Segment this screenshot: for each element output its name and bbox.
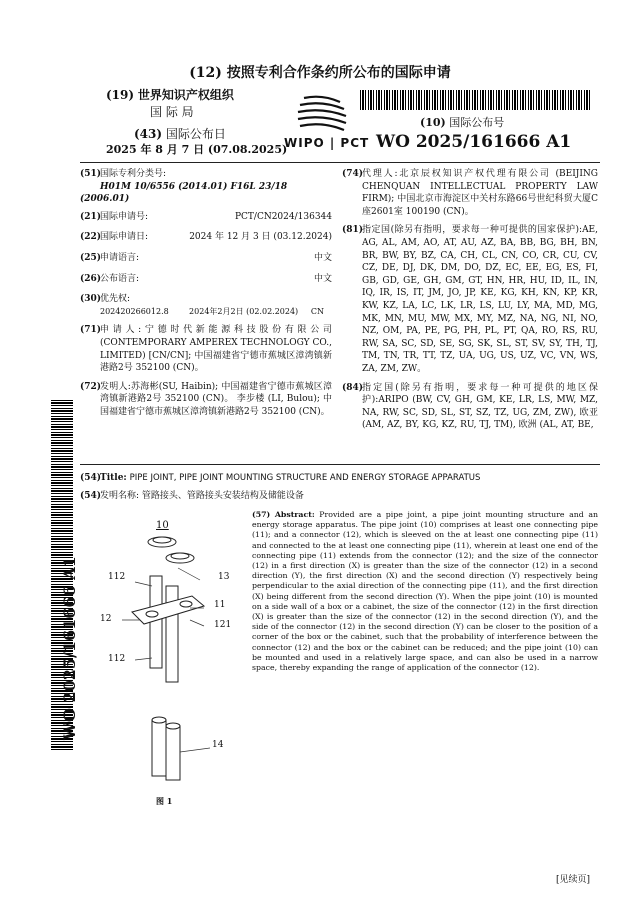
- pub-date-value: 2025 年 8 月 7 日 (07.08.2025): [106, 143, 288, 156]
- field-72: (72) 发明人:苏海彬(SU, Haibin); 中国福建省宁德市蕉城区漳湾镇新港路2号 352100 (CN)。 李步楼 (LI, Bulou); 中国福建省宁德市蕉城区漳湾镇新港路2号 352100 (CN)。: [80, 381, 332, 417]
- org-code: (19): [106, 88, 135, 102]
- left-column: [80, 168, 332, 419]
- fig-label-121: 121: [214, 620, 232, 630]
- fig-label-14: 14: [212, 740, 224, 750]
- fig-label-10: 10: [156, 520, 169, 531]
- field-51: (51)国际专利分类号: H01M 10/6556 (2014.01) F16L 23/18 (2006.01): [80, 169, 288, 205]
- right-column: [342, 168, 598, 432]
- field-71: (71) 申请人:宁德时代新能源科技股份有限公司 (CONTEMPORARY AMPEREX TECHNOLOGY CO., LIMITED) [CN/CN]; 中国福建省宁德市蕉城区漳湾镇新港路2号 352100 (CN)。: [80, 325, 332, 374]
- pub-date-code: (43): [134, 127, 163, 141]
- field-74: (74) 代理人:北京辰权知识产权代理有限公司 (BEIJING CHENQUAN INTELLECTUAL PROPERTY LAW FIRM); 中国北京市海淀区中关村东路66号世纪科贸大厦C座2601室 100190 (CN)。: [342, 169, 598, 217]
- title-en: (54)Title: PIPE JOINT, PIPE JOINT MOUNTING STRUCTURE AND ENERGY STORAGE APPARATUS: [80, 473, 481, 483]
- field-30: (30)优先权: 202420266012.8 2024年2月2日 (02.02.2024) CN: [80, 294, 325, 316]
- pub-no-block: [376, 114, 606, 152]
- barcode-icon: [360, 90, 590, 110]
- fig-label-13: 13: [218, 572, 230, 582]
- abstract-code: (57): [252, 510, 271, 519]
- abstract-label: Abstract:: [274, 510, 315, 519]
- vertical-pub-no: WO 2025/161666 A1: [60, 556, 79, 740]
- figure-caption: 图 1: [156, 796, 173, 806]
- field-22: (22)国际申请日: 2024 年 12 月 3 日 (03.12.2024): [80, 232, 332, 243]
- pub-date-block: [106, 126, 287, 158]
- field-26: (26)公布语言: 中文: [80, 273, 332, 284]
- fig-label-112a: 112: [108, 572, 126, 582]
- pub-no-label: 国际公布号: [449, 116, 505, 129]
- field-81: (81) 指定国(除另有指明，要求每一种可提供的国家保护):AE, AG, AL, AM, AO, AT, AU, AZ, BA, BB, BG, BH, BN, BR, BW, BY, BZ, CA, CH, CL, CN, CO, CR, CU, CV, CZ, DE, DJ, DK, DM, DO, DZ, EC, EE, EG, ES, FI, GB, GD, GE, GH, GM, GT, HN, HR, HU, ID, IL, IN, IQ, IR, IS, IT, JM, JO, JP, KE, KG, KH, KN, KP, KR, KW, KZ, LA, LC, LK, LR, LS, LU, LY, MA, MD, MG, MK, MN, MU, MW, MX, MY, MZ, NA, NG, NI, NO, NZ, OM, PA, PE, PG, PH, PL, PT, QA, RO, RS, RU, RW, SA, SC, SD, SE, SG, SK, SL, ST, SV, SY, TH, TJ, TM, TN, TR, TT, TZ, UA, UG, US, UZ, VC, VN, WS, ZA, ZM, ZW。: [342, 225, 598, 374]
- abstract-text: Provided are a pipe joint, a pipe joint mounting structure and an energy storage apparatus. The pipe joint (10) comprises at least one connecting pipe (11); and a connector (12), which is sleeved on the at least one connecting pipe (11) and connected to the at least one connecting pipe (11), wherein at least one end of the connecting pipe (11) extends from the connector (12); and the size of the connector (12) in a first direction (X) is greater than the size of the connector (12) in a second direction (Y), the first direction (X) and the second direction (Y) respectively being perpendicular to the axial direction of the connecting pipe (11), and the first direction (X) being different from the second direction (Y). When the pipe joint (10) is mounted on a side wall of a box or a cabinet, the size of the connector (12) in the first direction (X) is greater than the size of the connector (12) in the second direction (Y), and the side of the connector (12) in the second direction (Y) can be closer to the position of a corner of the box or the cabinet, such that the probability of interference between the connector (12) and the box or the cabinet can be reduced; and the pipe joint (10) can be mounted and used in a relatively large space, and can also be used in a narrow space, thereby expanding the range of application of the connector (12).: [252, 510, 598, 673]
- continued-note: [见续页]: [556, 875, 591, 885]
- pub-no-value: WO 2025/161666 A1: [376, 132, 572, 152]
- divider-top: [80, 162, 600, 163]
- doc-title: (12) 按照专利合作条约所公布的国际申请: [189, 65, 451, 81]
- fig-label-11: 11: [214, 600, 226, 610]
- org-line1: 世界知识产权组织: [137, 88, 234, 102]
- pub-no-code: (10): [420, 116, 446, 129]
- pub-date-label: 国际公布日: [165, 127, 226, 141]
- divider-mid: [80, 464, 600, 465]
- org-block: [106, 86, 234, 120]
- fig-label-12: 12: [100, 614, 112, 624]
- figure-drawing: [100, 520, 245, 820]
- field-25: (25)申请语言: 中文: [80, 252, 332, 263]
- abstract: [252, 510, 598, 673]
- title-zh: (54)发明名称: 管路接头、管路接头安装结构及储能设备: [80, 491, 304, 501]
- fig-label-112b: 112: [108, 654, 126, 664]
- wipo-logo-text: WIPO | PCT: [284, 136, 370, 150]
- field-21: (21)国际申请号: PCT/CN2024/136344: [80, 211, 332, 222]
- org-line2: 国 际 局: [150, 105, 194, 119]
- field-84: (84) 指定国(除另有指明，要求每一种可提供的地区保护):ARIPO (BW, CV, GH, GM, KE, LR, LS, MW, MZ, NA, RW, SC, SD, SL, ST, SZ, TZ, UG, ZM, ZW), 欧亚 (AM, AZ, BY, KG, KZ, RU, TJ, TM), 欧洲 (AL, AT, BE,: [342, 382, 599, 431]
